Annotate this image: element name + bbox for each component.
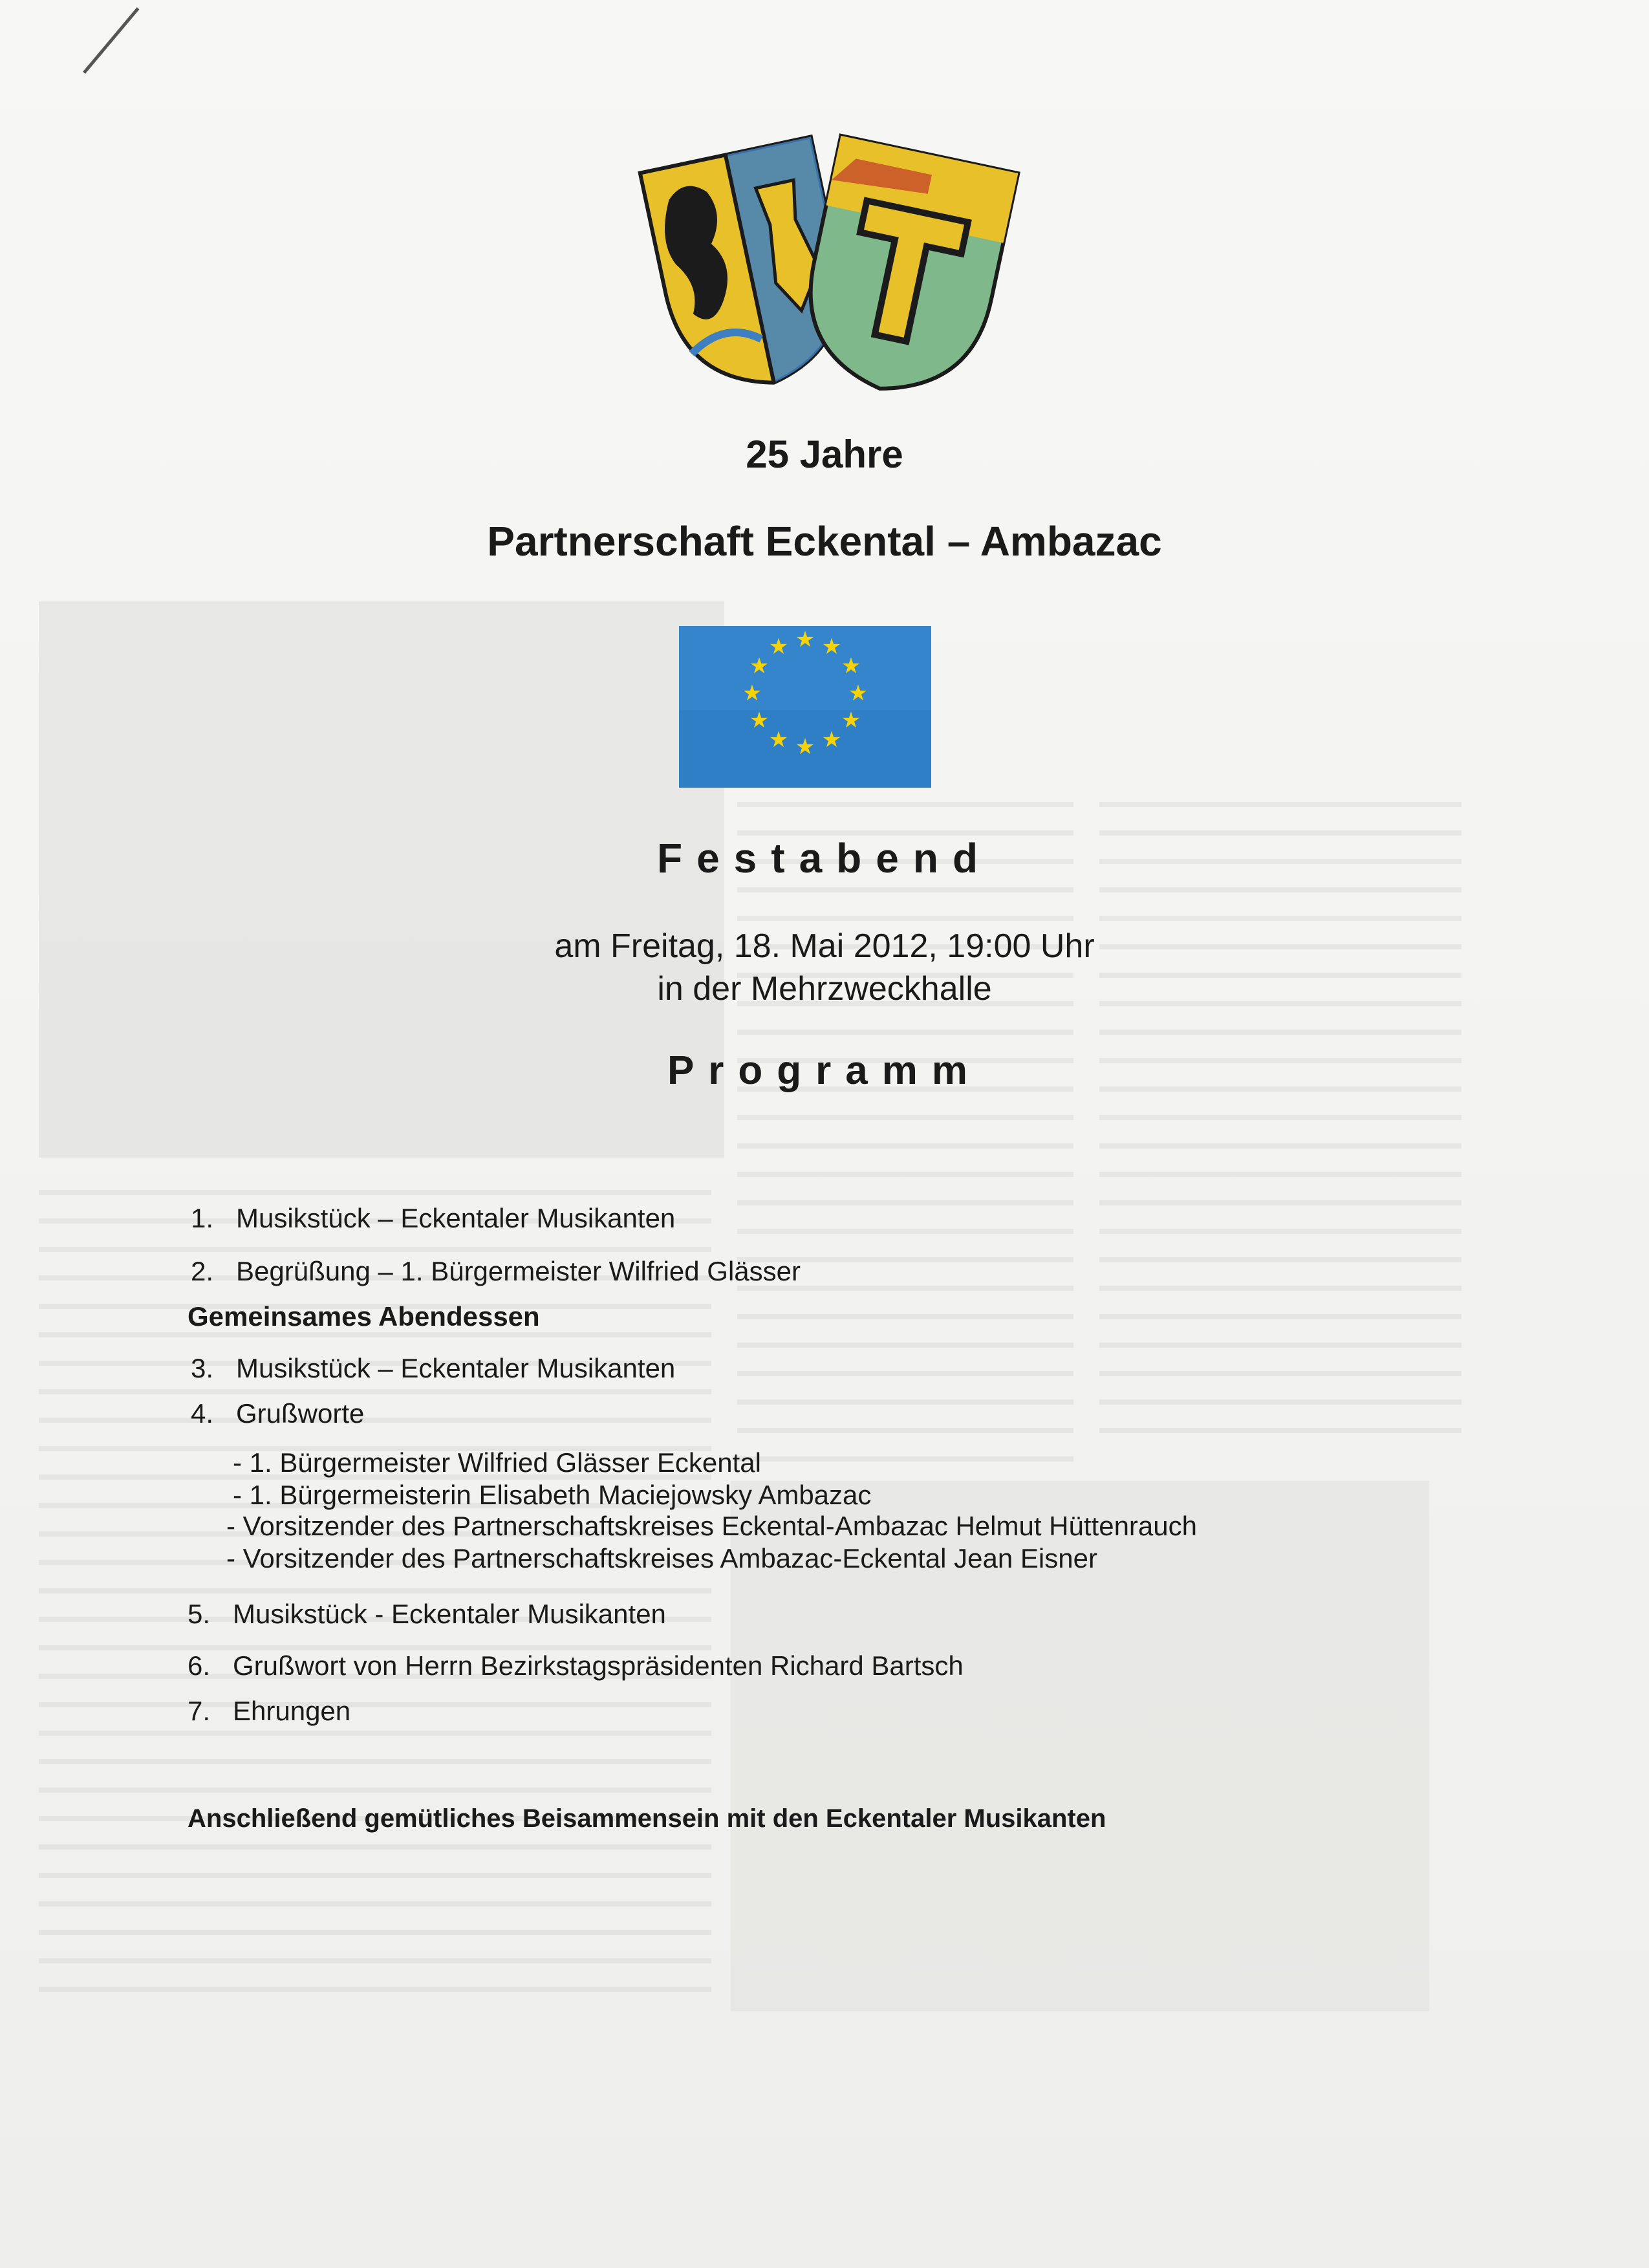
svg-text:★: ★ (749, 707, 770, 733)
svg-text:★: ★ (768, 634, 789, 660)
greeting-speaker: - 1. Bürgermeisterin Elisabeth Maciejowsky Ambazac (233, 1480, 872, 1510)
svg-text:★: ★ (795, 627, 815, 653)
event-date-venue (0, 925, 1649, 1010)
program-item-dinner: Gemeinsames Abendessen (188, 1301, 540, 1332)
eu-flag-icon (679, 626, 931, 788)
svg-text:★: ★ (742, 680, 762, 706)
pen-mark (83, 7, 139, 74)
svg-text:★: ★ (821, 634, 842, 660)
svg-text:★: ★ (841, 707, 861, 733)
greeting-speaker: - Vorsitzender des Partnerschaftskreises Eckental-Ambazac Helmut Hüttenrauch (226, 1511, 1197, 1541)
coats-of-arms (621, 126, 1022, 398)
program-item: 6. Grußwort von Herrn Bezirkstagspräsidenten Richard Bartsch (188, 1650, 964, 1681)
program-item: 1. Musikstück – Eckentaler Musikanten (191, 1203, 676, 1233)
svg-text:★: ★ (841, 653, 861, 679)
anniversary-years: 25 Jahre (746, 433, 903, 476)
svg-text:★: ★ (768, 727, 789, 753)
program-heading: Programm (667, 1048, 982, 1093)
event-date: am Freitag, 18. Mai 2012, 19:00 Uhr (554, 927, 1095, 965)
svg-text:★: ★ (848, 680, 868, 706)
svg-text:★: ★ (821, 727, 842, 753)
ambazac-coat-of-arms-icon (792, 136, 1018, 398)
greeting-speaker: - 1. Bürgermeister Wilfried Glässer Eckental (233, 1447, 761, 1478)
event-title: Festabend (656, 835, 993, 881)
svg-text:★: ★ (795, 734, 815, 760)
program-item: 5. Musikstück - Eckentaler Musikanten (188, 1599, 666, 1629)
ghost-text-column (1099, 802, 1461, 1449)
program-item: 3. Musikstück – Eckentaler Musikanten (191, 1353, 676, 1383)
closing-note: Anschließend gemütliches Beisammensein mit den Eckentaler Musikanten (188, 1804, 1106, 1833)
greeting-speaker: - Vorsitzender des Partnerschaftskreises Ambazac-Eckental Jean Eisner (226, 1543, 1097, 1573)
program-item: 4. Grußworte (191, 1398, 365, 1429)
svg-text:★: ★ (749, 653, 770, 679)
ghost-text-column (737, 802, 1073, 1462)
partnership-title: Partnerschaft Eckental – Ambazac (487, 518, 1162, 565)
event-venue: in der Mehrzweckhalle (657, 970, 992, 1008)
program-item: 2. Begrüßung – 1. Bürgermeister Wilfried Glässer (191, 1256, 801, 1286)
program-item: 7. Ehrungen (188, 1696, 351, 1726)
